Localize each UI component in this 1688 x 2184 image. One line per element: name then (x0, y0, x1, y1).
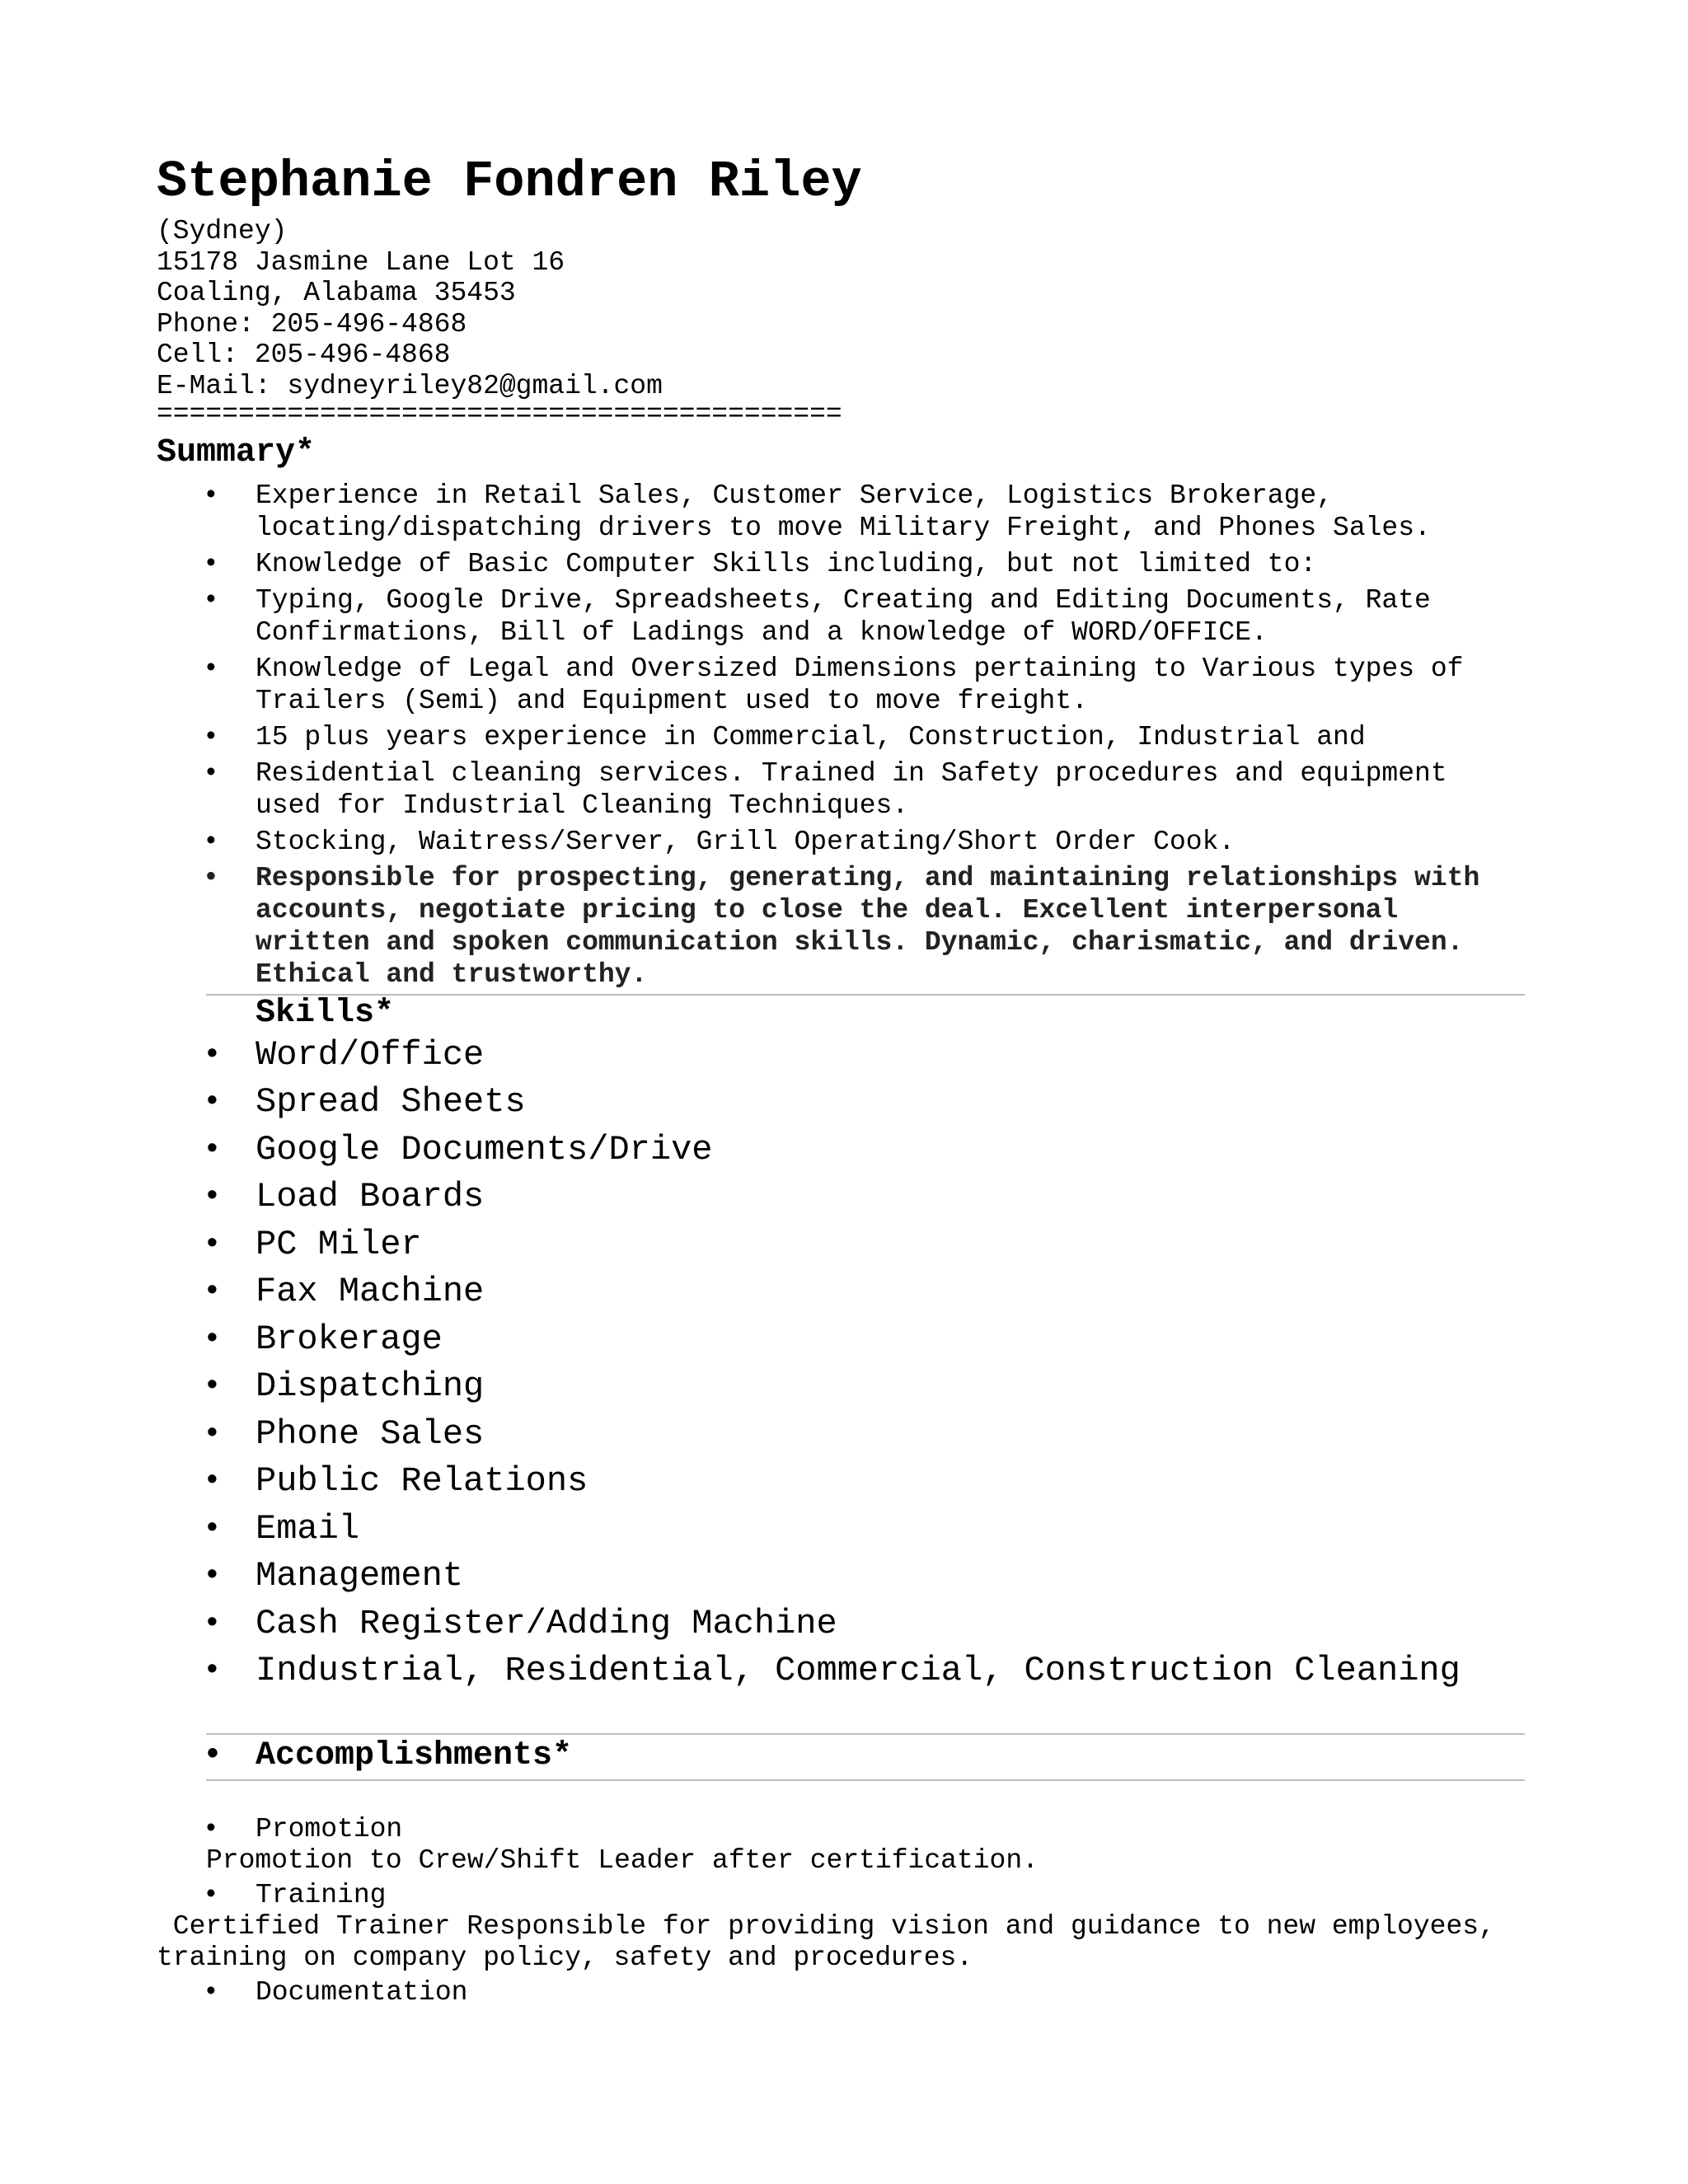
section-divider (206, 1779, 1525, 1781)
accomplishments-heading-list (157, 1735, 1525, 1778)
skill-item: • Dispatching (157, 1363, 1525, 1411)
accomplishment-title: • Documentation (157, 1977, 1525, 2008)
summary-item: • Typing, Google Drive, Spreadsheets, Creating and Editing Documents, Rate Confirmations, Bill of Ladings and a knowledge of WORD/OFFICE. (157, 584, 1525, 649)
skill-item: • Word/Office (157, 1032, 1525, 1080)
skill-item: • Cash Register/Adding Machine (157, 1601, 1525, 1648)
accomplishment-title: • Training (157, 1880, 1525, 1911)
accomplishment-documentation (157, 1977, 1525, 2008)
skill-item: • Email (157, 1506, 1525, 1554)
skills-heading: Skills* (256, 994, 395, 1032)
skill-item: • Brokerage (157, 1316, 1525, 1364)
address-line-1: 15178 Jasmine Lane Lot 16 (157, 246, 565, 278)
summary-item: • 15 plus years experience in Commercial, Construction, Industrial and (157, 721, 1525, 753)
address-line-2: Coaling, Alabama 35453 (157, 278, 516, 309)
accomplishment-training (157, 1880, 1525, 1911)
summary-item: • Knowledge of Legal and Oversized Dimensions pertaining to Various types of Trailers (Semi) and Equipment used to move freight. (157, 653, 1525, 717)
skill-item: • Google Documents/Drive (157, 1127, 1525, 1174)
accomplishment-description: Certified Trainer Responsible for providing vision and guidance to new employees, (157, 1910, 1495, 1942)
accomplishment-promotion (157, 1814, 1525, 1845)
resume-content (157, 148, 1525, 2008)
summary-item: • Experience in Retail Sales, Customer Service, Logistics Brokerage, locating/dispatching drivers to move Military Freight, and Phones Sales. (157, 480, 1525, 544)
skill-item: • Management (157, 1553, 1525, 1601)
skill-item: • Public Relations (157, 1458, 1525, 1506)
accomplishment-description: Promotion to Crew/Shift Leader after certification. (206, 1844, 1039, 1876)
summary-item: • Knowledge of Basic Computer Skills including, but not limited to: (157, 548, 1525, 580)
skill-item: • Industrial, Residential, Commercial, Construction Cleaning (157, 1647, 1525, 1695)
summary-heading: Summary* (157, 434, 316, 471)
skill-item: • Phone Sales (157, 1411, 1525, 1459)
candidate-nickname: (Sydney) (157, 216, 288, 246)
phone-number: Phone: 205-496-4868 (157, 308, 467, 340)
header-separator: ========================================== (157, 401, 842, 427)
accomplishments-heading: • Accomplishments* (157, 1735, 1525, 1778)
email-address: E-Mail: sydneyriley82@gmail.com (157, 370, 663, 401)
skills-list (157, 1032, 1525, 1695)
summary-item: • Stocking, Waitress/Server, Grill Operating/Short Order Cook. (157, 826, 1525, 858)
skill-item: • PC Miler (157, 1221, 1525, 1269)
cell-number: Cell: 205-496-4868 (157, 340, 451, 371)
skill-item: • Fax Machine (157, 1268, 1525, 1316)
accomplishment-title: • Promotion (157, 1814, 1525, 1845)
summary-item: • Residential cleaning services. Trained in Safety procedures and equipment used for Industrial Cleaning Techniques. (157, 757, 1525, 822)
candidate-name: Stephanie Fondren Riley (157, 152, 862, 211)
accomplishment-description: training on company policy, safety and procedures. (157, 1942, 973, 1973)
summary-item: • Responsible for prospecting, generating, and maintaining relationships with accounts, negotiate pricing to close the deal. Excellent interpersonal written and spoken communication skills. Dynamic, charismatic, and driven. Ethical and trustworthy. (157, 862, 1525, 991)
skill-item: • Load Boards (157, 1174, 1525, 1221)
summary-list (157, 480, 1525, 991)
skill-item: • Spread Sheets (157, 1079, 1525, 1127)
